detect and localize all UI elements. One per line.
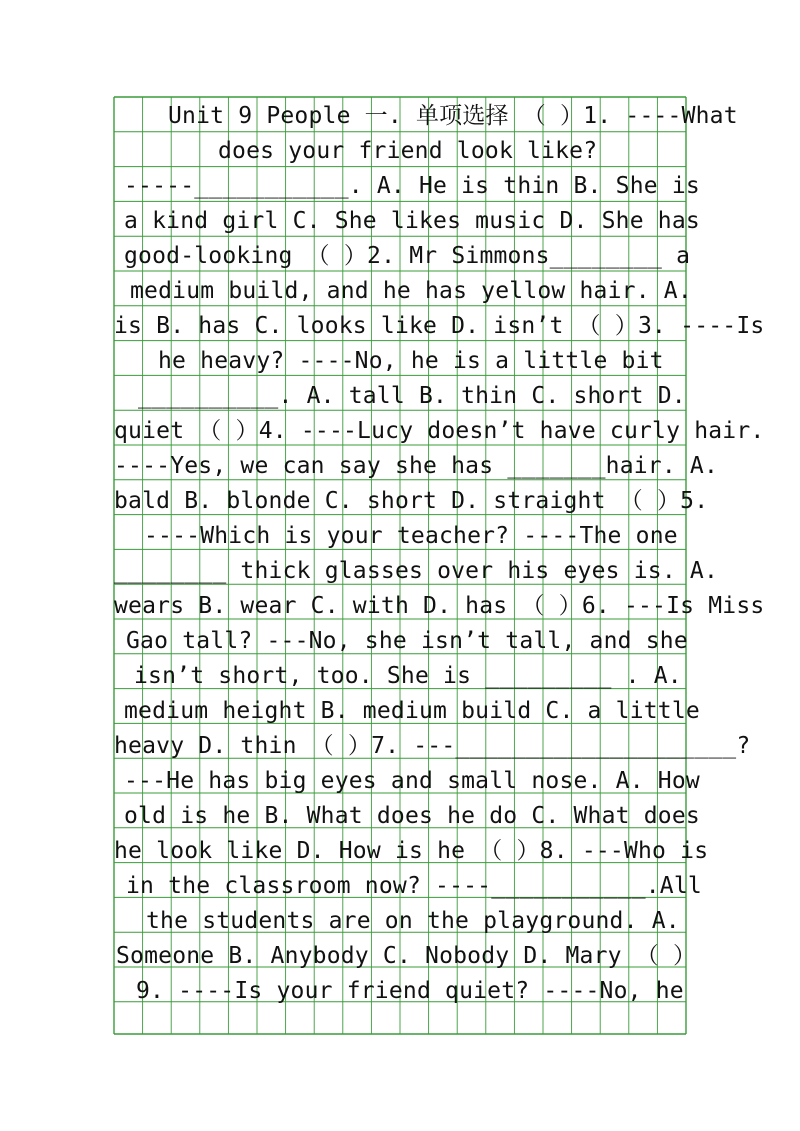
text-line: heavy D. thin （ ）7. ---____________________? bbox=[114, 733, 751, 759]
text-line: __________. A. tall B. thin C. short D. bbox=[138, 383, 686, 409]
text-line: a kind girl C. She likes music D. She has bbox=[124, 208, 700, 234]
text-line: in the classroom now? ----___________.All bbox=[126, 873, 702, 899]
text-line: medium build, and he has yellow hair. A. bbox=[130, 278, 692, 304]
text-line: the students are on the playground. A. bbox=[146, 908, 680, 934]
text-line: Gao tall? ---No, she isn’t tall, and she bbox=[126, 628, 688, 654]
text-line: isn’t short, too. She is _________ . A. bbox=[134, 663, 682, 689]
text-line: quiet （ ）4. ----Lucy doesn’t have curly hair. bbox=[114, 418, 765, 444]
text-line: medium height B. medium build C. a little bbox=[124, 698, 700, 724]
text-line: Unit 9 People 一. 单项选择 （ ）1. ----What bbox=[168, 103, 738, 129]
text-line: is B. has C. looks like D. isn’t （ ）3. ----Is bbox=[114, 313, 765, 339]
text-line: 9. ----Is your friend quiet? ----No, he bbox=[136, 978, 684, 1004]
text-line: he heavy? ----No, he is a little bit bbox=[158, 348, 664, 374]
text-line: ---He has big eyes and small nose. A. How bbox=[124, 768, 700, 794]
worksheet-text bbox=[112, 97, 765, 1037]
text-line: does your friend look like? bbox=[218, 138, 598, 164]
text-line: -----___________. A. He is thin B. She is bbox=[124, 173, 700, 199]
text-line: he look like D. How is he （ ）8. ---Who is bbox=[114, 838, 709, 864]
text-line: old is he B. What does he do C. What does bbox=[124, 803, 700, 829]
text-line: wears B. wear C. with D. has （ ）6. ---Is Miss bbox=[114, 593, 765, 619]
text-line: ________ thick glasses over his eyes is. A. bbox=[114, 558, 719, 584]
text-line: Someone B. Anybody C. Nobody D. Mary （ ） bbox=[116, 943, 697, 969]
text-line: good-looking （ ）2. Mr Simmons________ a bbox=[124, 243, 691, 269]
text-line: ----Yes, we can say she has _______hair. A. bbox=[114, 453, 719, 479]
text-line: ----Which is your teacher? ----The one bbox=[144, 523, 678, 549]
text-line: bald B. blonde C. short D. straight （ ）5. bbox=[114, 488, 709, 514]
